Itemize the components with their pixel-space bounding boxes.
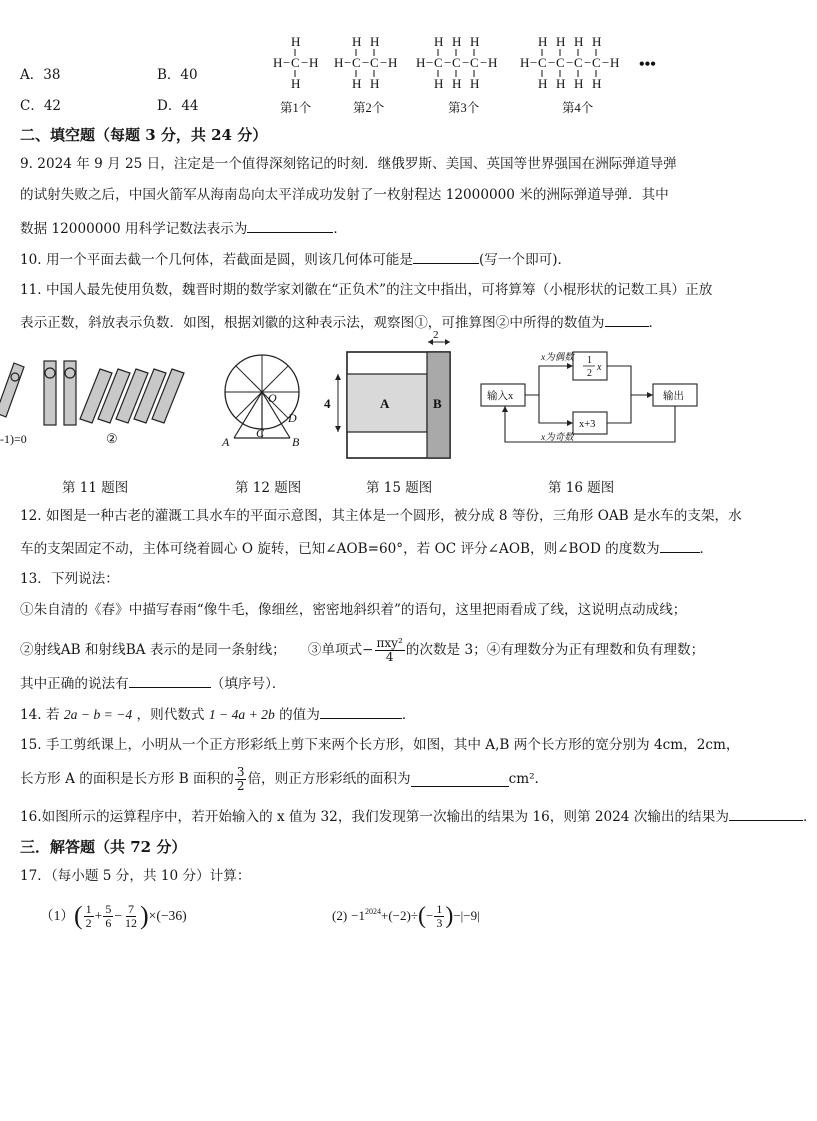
svg-text:C: C	[291, 55, 300, 70]
q13-s2b: ③单项式−	[307, 642, 374, 658]
q16-text: 16.如图所示的运算程序中，若开始输入的 x 值为 32，我们发现第一次输出的结果为 16，则第 2024 次输出的结果为	[20, 809, 729, 825]
svg-text:−: −	[530, 55, 538, 70]
q17-p2-exp: 2024	[365, 907, 382, 916]
q17-p1-n2: 5	[105, 901, 112, 916]
fig15-caption: 第 15 题图	[366, 480, 433, 496]
fig11-equation: -1)=0	[0, 432, 27, 446]
molecule-3	[416, 34, 497, 91]
q15-line2a: 长方形 A 的面积是长方形 B 面积的	[20, 771, 234, 787]
q15-line2b: 倍，则正方形彩纸的面积为	[247, 771, 411, 787]
q17-title: 17．（每小题 5 分，共 10 分）计算：	[20, 868, 251, 884]
svg-text:H: H	[470, 34, 480, 49]
q12-line1: 12. 如图是一种古老的灌溉工具水车的平面示意图，其主体是一个圆形，被分成 8 等份，三角形 OAB 是水车的支架，水	[20, 508, 742, 524]
svg-text:−: −	[444, 55, 452, 70]
q17-p1-rparen: )	[140, 901, 149, 930]
q10-answer-blank[interactable]	[413, 249, 479, 264]
option-b: B．40	[157, 67, 198, 83]
fig12-label-d: D	[288, 411, 297, 425]
svg-text:−: −	[480, 55, 488, 70]
q15-line2	[20, 762, 539, 796]
q17-part1: （1） ( $\frac{1}{2}$ + $\frac{5}{6}$ − $\frac{7}{12}$ ) ×(−36)	[40, 901, 187, 930]
svg-text:H: H	[334, 55, 344, 70]
svg-text:H: H	[370, 76, 380, 91]
svg-text:H: H	[610, 55, 620, 70]
molecule-caption-1: 第1个	[280, 101, 312, 115]
q9-line2: 的试射失败之后，中国火箭军从海南岛向太平洋成功发射了一枚射程达 12000000 米的洲际弹道导弹．其中	[20, 187, 669, 203]
section2-title: 二、填空题（每题 3 分，共 24 分）	[20, 126, 268, 144]
svg-text:H: H	[470, 76, 480, 91]
q15-fraction-den: 2	[236, 778, 245, 793]
q16-line	[20, 806, 817, 826]
fig16-caption: 第 16 题图	[548, 480, 615, 496]
fig15-label-b: B	[433, 396, 442, 411]
q9-line1: 9. 2024 年 9 月 25 日，注定是一个值得深刻铭记的时刻．继俄罗斯、美国、英国等世界强国在洲际弹道导弹	[20, 156, 677, 172]
alkane-molecules-figure	[265, 32, 675, 118]
q11-line2	[20, 312, 662, 332]
svg-text:H: H	[574, 34, 584, 49]
q17-p1-lparen: (	[73, 901, 83, 930]
svg-text:C: C	[452, 55, 461, 70]
q12-answer-blank[interactable]	[660, 538, 700, 553]
q13-fraction-den: 4	[385, 649, 394, 664]
fig16-odd-label: x为奇数	[541, 433, 574, 443]
fig15-label-a: A	[380, 396, 390, 411]
svg-text:C: C	[352, 55, 361, 70]
q11-line1: 11. 中国人最先使用负数，魏晋时期的数学家刘徽在“正负术”的注文中指出，可将算筹（小棍形状的记数工具）正放	[20, 282, 713, 298]
svg-text:−: −	[344, 55, 352, 70]
svg-text:−: −	[283, 55, 291, 70]
molecule-2	[334, 34, 397, 91]
q17-p1-d2: 6	[105, 915, 112, 930]
q17-p2-a: −1	[351, 908, 366, 923]
svg-text:H: H	[556, 76, 566, 91]
q17-p2-d: 3	[436, 915, 443, 930]
q17-p1-frac1	[84, 903, 94, 930]
svg-text:C: C	[370, 55, 379, 70]
q17-p1-frac3	[123, 903, 139, 930]
svg-text:H: H	[452, 76, 462, 91]
q16-end: ．	[802, 809, 817, 825]
svg-text:H: H	[309, 55, 319, 70]
q13-s2c: 的次数是 3；④有理数分为正有理数和负有理数；	[405, 642, 705, 658]
fig12-water-wheel	[218, 352, 318, 452]
q9-answer-blank[interactable]	[247, 218, 333, 233]
fig16-input-label: 输入x	[487, 391, 514, 402]
fig12-caption: 第 12 题图	[235, 480, 302, 496]
svg-text:H: H	[538, 76, 548, 91]
q13-statement1: ①朱自清的《春》中描写春雨“像牛毛，像细丝，密密地斜织着”的语句，这里把雨看成了线，这说明点动成线；	[20, 602, 687, 618]
q15-fraction-num: 3	[236, 764, 245, 779]
fig15-side-label: 4	[324, 396, 331, 411]
q17-p2-frac	[434, 903, 444, 930]
fig16-even-den: 2	[587, 368, 592, 379]
q12-line2	[20, 538, 713, 558]
option-c: C．42	[20, 98, 62, 114]
q14-b: ，则代数式	[136, 707, 205, 723]
svg-text:−: −	[462, 55, 470, 70]
q10-text: 10. 用一个平面去截一个几何体，若截面是圆，则该几何体可能是	[20, 252, 413, 268]
svg-text:−: −	[566, 55, 574, 70]
q17-p2-b: +(−2)÷	[381, 908, 418, 923]
q13-s2a: ②射线AB 和射线BA 表示的是同一条射线；	[20, 642, 286, 658]
rod-slanted-1	[0, 363, 24, 417]
fig12-label-b: B	[292, 435, 300, 449]
fig15-width-label: 2	[433, 329, 439, 341]
q17-p1-frac2	[103, 903, 113, 930]
q14-expr1: 2a − b = −4	[63, 707, 133, 722]
svg-text:−: −	[362, 55, 370, 70]
svg-text:H: H	[592, 34, 602, 49]
svg-text:−: −	[301, 55, 309, 70]
q11-answer-blank[interactable]	[605, 312, 649, 327]
q11-line2-text: 表示正数，斜放表示负数．如图，根据刘徽的这种表示法，观察图①，可推算图②中所得的数值为	[20, 315, 605, 331]
q15-fraction	[235, 766, 247, 793]
q10-line	[20, 249, 571, 269]
q15-end: cm².	[508, 771, 539, 787]
fig12-label-c: C	[256, 426, 265, 440]
svg-text:H: H	[520, 55, 530, 70]
q13-answer-blank[interactable]	[129, 673, 211, 688]
fig16-flowchart	[475, 346, 725, 446]
option-a: A．38	[20, 67, 61, 83]
q13-s3-end: （填序号）．	[210, 676, 286, 692]
q14-answer-blank[interactable]	[320, 704, 402, 719]
q13-statement2	[20, 633, 704, 667]
molecule-4	[520, 34, 619, 91]
svg-text:H: H	[352, 76, 362, 91]
q17-p1-d1: 2	[85, 915, 92, 930]
fig11-caption: 第 11 题图	[62, 480, 129, 496]
q13-monomial-fraction	[375, 637, 405, 664]
fig12-label-a: A	[222, 435, 230, 449]
svg-text:H: H	[291, 76, 301, 91]
fig16-output-label: 输出	[663, 391, 684, 402]
fig11-label-2: ②	[106, 431, 118, 446]
svg-text:H: H	[574, 76, 584, 91]
q14-c: 的值为	[279, 707, 320, 723]
svg-text:C: C	[556, 55, 565, 70]
svg-text:−: −	[426, 55, 434, 70]
svg-text:−: −	[548, 55, 556, 70]
svg-text:H: H	[592, 76, 602, 91]
section3-title: 三．解答题（共 72 分）	[20, 838, 187, 856]
fig16-even-num: 1	[587, 355, 592, 366]
q17-p1-d3: 12	[125, 915, 137, 930]
q15-answer-blank[interactable]	[411, 772, 509, 787]
q14-expr2: 1 − 4a + 2b	[208, 707, 275, 722]
option-d: D．44	[157, 98, 199, 114]
q9-end: ．	[333, 221, 347, 237]
svg-text:H: H	[273, 55, 283, 70]
svg-text:H: H	[388, 55, 398, 70]
q9-line3	[20, 218, 347, 238]
q13-answer-line	[20, 673, 286, 693]
svg-text:H: H	[291, 34, 301, 49]
svg-text:H: H	[488, 55, 498, 70]
svg-text:H: H	[352, 34, 362, 49]
q9-line3-text: 数据 12000000 用科学记数法表示为	[20, 221, 248, 237]
svg-text:H: H	[434, 34, 444, 49]
svg-text:−: −	[380, 55, 388, 70]
svg-text:C: C	[574, 55, 583, 70]
q13-title: 13．下列说法：	[20, 571, 119, 587]
q17-part2: (2) −1 $^{2024}$ +(−2)÷ ( − $\frac{1}{3}$ ) −|−9|	[332, 901, 480, 930]
q17-p1-n1: 1	[85, 901, 92, 916]
svg-text:C: C	[434, 55, 443, 70]
svg-text:C: C	[592, 55, 601, 70]
q13-fraction-num: πxy²	[376, 635, 403, 650]
svg-text:H: H	[370, 34, 380, 49]
q17-p2-c: −|−9|	[453, 908, 480, 923]
svg-text:H: H	[416, 55, 426, 70]
ellipsis: •••	[639, 56, 656, 73]
q16-answer-blank[interactable]	[729, 806, 803, 821]
q17-p2-label: (2)	[332, 908, 348, 923]
q11-end: ．	[648, 315, 663, 331]
svg-text:H: H	[538, 34, 548, 49]
svg-text:C: C	[470, 55, 479, 70]
fig15-square-paper	[320, 329, 460, 462]
q14-line	[20, 704, 415, 724]
fig16-odd-op: x+3	[579, 419, 596, 430]
q15-line1: 15. 手工剪纸课上，小明从一个正方形彩纸上剪下来两个长方形，如图，其中 A,B 两个长方形的宽分别为 4cm，2cm，	[20, 737, 740, 753]
molecule-1	[273, 34, 318, 91]
svg-text:H: H	[452, 34, 462, 49]
q12-end: ．	[699, 541, 714, 557]
q10-end: (写一个即可)．	[478, 252, 572, 268]
svg-text:H: H	[556, 34, 566, 49]
fig16-even-label: x为偶数	[541, 353, 574, 363]
svg-text:C: C	[538, 55, 547, 70]
fig12-label-o: O	[268, 391, 277, 405]
q17-p1-tail: ×(−36)	[148, 908, 187, 923]
fig11-counting-rods	[0, 355, 200, 455]
svg-text:H: H	[434, 76, 444, 91]
q13-s3: 其中正确的说法有	[20, 676, 129, 692]
q14-end: ．	[401, 707, 416, 723]
molecule-caption-2: 第2个	[353, 101, 385, 115]
q17-p2-n: 1	[436, 901, 443, 916]
molecule-caption-3: 第3个	[448, 101, 480, 115]
fig16-even-var: x	[597, 362, 602, 373]
svg-text:−: −	[584, 55, 592, 70]
svg-text:−: −	[602, 55, 610, 70]
q14-a: 14. 若	[20, 707, 60, 723]
q17-p1-label: （1）	[40, 908, 74, 923]
q12-line2-text: 车的支架固定不动，主体可绕着圆心 O 旋转，已知∠AOB=60°，若 OC 评分∠AOB，则∠BOD 的度数为	[20, 541, 660, 557]
molecule-caption-4: 第4个	[562, 101, 594, 115]
q17-p1-n3: 7	[128, 901, 134, 916]
